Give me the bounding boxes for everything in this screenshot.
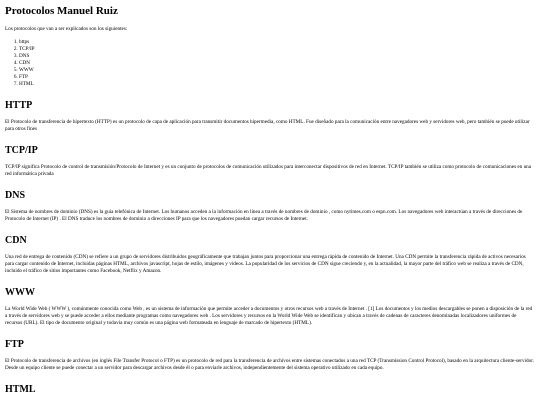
- section-heading-html: HTML: [5, 384, 36, 395]
- list-item: 3. DNS: [19, 53, 535, 60]
- list-item: 6. FTP: [19, 74, 535, 81]
- page-title: Protocolos Manuel Ruiz: [5, 5, 118, 17]
- section-heading-http: HTTP: [5, 100, 33, 111]
- list-item: 7. HTML: [19, 81, 535, 88]
- section-text-http: El Protocolo de transferencia de hipertexto (HTTP) es un protocolo de capa de aplicación para transmitir documentos hipermedia, como HTML. Fue diseñado para la comunicación entre navegadores web y servidores web, pero también se puede utilizar para otros fines: [5, 119, 530, 132]
- section-heading-dns: DNS: [5, 190, 26, 201]
- section-text-ftp: El Protocolo de transferencia de archivos (en inglés File Transfer Protocol o FTP) es un protocolo de red para la transferencia de archivos entre sistemas conectados a una red TCP (Transmission Control Protocol), basado en la arquitectura cliente-servidor. Desde un equipo cliente se puede conectar a un servidor para descargar archivos desde él o para enviarle archivos, independientemente del sistema operativo utilizado en cada equipo.: [5, 358, 534, 371]
- section-text-dns: El Sistema de nombres de dominio (DNS) es la guía telefónica de Internet. Los humanos acceden a la información en línea a través de nombres de dominio , como nytimes.com o espn.com. Los navegadores web interactúan a través de direcciones de Protocolo de Internet (IP) . El DNS traduce los nombres de dominio a direcciones IP para que los navegadores puedan cargar recursos de Internet.: [5, 209, 523, 222]
- section-heading-cdn: CDN: [5, 235, 27, 246]
- list-item: 1. https: [19, 39, 535, 46]
- list-item: 2. TCP/IP: [19, 46, 535, 53]
- section-text-cdn: Una red de entrega de contenido (CDN) se refiere a un grupo de servidores distribuidos geográficamente que trabajan juntos para proporcionar una entrega rápida de contenido de Internet. Una CDN permite la transferencia rápida de activos necesarios para cargar contenido de Internet, incluidas páginas HTML, archivos javascript, hojas de estilo, imágenes y videos. La popularidad de los servicios de CDN sigue creciendo y, en la actualidad, la mayor parte del tráfico web se realiza a través de CDN, incluido el tráfico de sitios importantes como Facebook, Netflix y Amazon.: [5, 254, 526, 274]
- intro-text: Los protocolos que van a ser explicados son los siguientes:: [5, 26, 128, 32]
- section-text-www: La World Wide Web ( WWW ), comúnmente conocida como Web , es un sistema de información que permite acceder a documentos y otros recursos web a través de Internet . [1] Los documentos y los medios descargables se ponen a disposición de la red a través de servidores web y se puede acceder a ellos mediante programas como navegadores web . Los servidores y recursos en la World Wide Web se identifican y ubican a través de cadenas de caracteres denominadas localizadores uniformes de recursos (URL). El tipo de documento original y todavía muy común es una página web formateada en lenguaje de marcado de hipertexto (HTML).: [5, 306, 533, 326]
- section-heading-www: WWW: [5, 287, 35, 298]
- list-item: 5. WWW: [19, 67, 535, 74]
- list-item: 4. CDN: [19, 60, 535, 67]
- section-heading-ftp: FTP: [5, 339, 24, 350]
- protocol-list: [5, 39, 535, 88]
- section-heading-tcpip: TCP/IP: [5, 145, 38, 156]
- section-text-tcpip: TCP/IP significa Protocolo de control de transmisión/Protocolo de Internet y es un conjunto de protocolos de comunicación utilizados para interconectar dispositivos de red en Internet. TCP/IP también se utiliza como protocolo de comunicaciones en una red informática privada: [5, 164, 532, 177]
